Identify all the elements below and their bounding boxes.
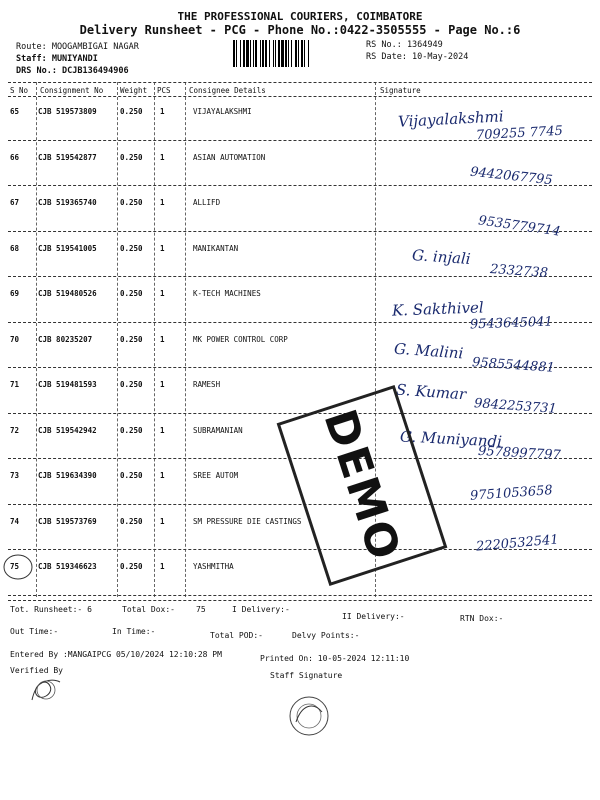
ii-delivery: II Delivery:- [342, 612, 405, 621]
row-sno: 68 [10, 243, 20, 253]
row-sno: 74 [10, 516, 20, 526]
row-sno: 75 [10, 562, 20, 571]
row-weight: 0.250 [120, 198, 143, 207]
row-consignee: MK POWER CONTROL CORP [193, 334, 288, 344]
signature-name: K. Sakthivel [391, 298, 484, 320]
row-consignment: CJB 519346623 [38, 562, 97, 571]
row-consignment: CJB 519573769 [38, 516, 97, 526]
row-sno: 72 [10, 425, 20, 435]
row-sno: 65 [10, 107, 20, 116]
signature-name: S. Kumar [395, 380, 467, 404]
demo-stamp: DEMO [277, 385, 448, 586]
col-pcs: PCS [157, 86, 171, 95]
signature-phone: 9585544881 [471, 355, 556, 376]
col-consignment: Consignment No [40, 86, 104, 95]
row-consignee: RAMESH [193, 380, 221, 389]
entered-by: Entered By :MANGAIPCG 05/10/2024 12:10:28 PM [10, 650, 222, 659]
row-weight: 0.250 [120, 516, 143, 526]
row-consignee: ASIAN AUTOMATION [193, 152, 266, 162]
signature-phone: 9535779714 [477, 213, 562, 240]
signature-name: G. Malini [393, 339, 464, 363]
row-pcs: 1 [160, 516, 165, 526]
row-consignee: ALLIFD [193, 198, 221, 207]
row-pcs: 1 [160, 198, 165, 207]
row-consignment: CJB 519541005 [38, 243, 97, 253]
signature-phone: 709255 7745 [475, 123, 564, 144]
row-sno: 69 [10, 289, 20, 298]
row-pcs: 1 [160, 107, 165, 116]
signature-phone: 9842253731 [473, 396, 558, 417]
row-weight: 0.250 [120, 380, 143, 389]
signature-phone: 2220532541 [475, 532, 560, 555]
signature-phone: 2332738 [489, 261, 549, 282]
row-divider [8, 504, 592, 505]
company-title: THE PROFESSIONAL COURIERS, COIMBATORE [177, 10, 423, 23]
row-sno: 73 [10, 471, 20, 480]
verifier-signature-icon [26, 672, 66, 708]
rtn-dox: RTN Dox:- [460, 614, 504, 623]
printed-on: Printed On: 10-05-2024 12:11:10 [260, 654, 410, 663]
route-label: Route: MOOGAMBIGAI NAGAR [16, 42, 139, 52]
row-divider [8, 185, 592, 186]
seal-stamp-icon [284, 692, 334, 740]
col-sno: S No [10, 86, 29, 95]
row-pcs: 1 [160, 471, 165, 480]
row-sno: 66 [10, 152, 20, 162]
row-sno: 70 [10, 334, 20, 344]
row-weight: 0.250 [120, 152, 143, 162]
rs-date: RS Date: 10-May-2024 [366, 52, 469, 62]
circle-mark-icon [2, 552, 36, 582]
row-weight: 0.250 [120, 471, 143, 480]
row-consignment: CJB 519365740 [38, 198, 97, 207]
row-weight: 0.250 [120, 425, 143, 435]
signature-phone: 9543645041 [469, 314, 553, 333]
row-pcs: 1 [160, 152, 165, 162]
row-consignment: CJB 519634390 [38, 471, 97, 480]
in-time: In Time:- [112, 627, 156, 636]
col-weight: Weight [120, 86, 148, 95]
row-consignment: CJB 519542877 [38, 152, 97, 162]
total-pod: Total POD:- [210, 631, 263, 640]
rs-number: RS No.: 1364949 [366, 40, 443, 50]
signature-name: G. Muniyandi [399, 427, 503, 451]
staff-signature-label: Staff Signature [270, 671, 343, 680]
out-time: Out Time:- [10, 627, 59, 636]
row-consignee: K-TECH MACHINES [193, 289, 261, 298]
row-weight: 0.250 [120, 562, 143, 571]
row-consignee: MANIKANTAN [193, 243, 239, 253]
row-consignee: VIJAYALAKSHMI [193, 107, 252, 116]
tot-runsheet: Tot. Runsheet:- 6 [10, 605, 92, 614]
row-consignee: SM PRESSURE DIE CASTINGS [193, 516, 302, 526]
row-consignee: YASHMITHA [193, 562, 234, 571]
row-consignee: SREE AUTOM [193, 471, 239, 480]
row-pcs: 1 [160, 334, 165, 344]
row-weight: 0.250 [120, 289, 143, 298]
drs-number: DRS No.: DCJB136494906 [16, 66, 129, 76]
row-consignment: CJB 519480526 [38, 289, 97, 298]
verified-by: Verified By [10, 666, 63, 675]
row-sno: 67 [10, 198, 20, 207]
signature-name: G. injali [411, 245, 472, 269]
row-weight: 0.250 [120, 107, 143, 116]
i-delivery: I Delivery:- [232, 605, 290, 614]
row-consignment: CJB 80235207 [38, 334, 93, 344]
signature-phone: 9578997797 [477, 443, 562, 464]
col-signature: Signature [380, 86, 421, 95]
row-pcs: 1 [160, 289, 165, 298]
signature-phone: 9751053658 [469, 483, 554, 504]
row-pcs: 1 [160, 425, 165, 435]
signature-phone: 9442067795 [469, 164, 554, 189]
row-consignment: CJB 519573809 [38, 107, 97, 116]
row-consignment: CJB 519481593 [38, 380, 97, 389]
staff-label: Staff: MUNIYANDI [16, 54, 98, 64]
row-divider [8, 595, 592, 596]
delvy-points: Delvy Points:- [292, 631, 360, 640]
signature-name: Vijayalakshmi [397, 107, 504, 131]
row-weight: 0.250 [120, 243, 143, 253]
row-consignment: CJB 519542942 [38, 425, 97, 435]
runsheet-subtitle: Delivery Runsheet - PCG - Phone No.:0422-3505555 - Page No.:6 [79, 23, 521, 37]
row-pcs: 1 [160, 562, 165, 571]
barcode [232, 40, 360, 67]
row-pcs: 1 [160, 380, 165, 389]
col-consignee: Consignee Details [189, 86, 266, 95]
total-dox-label: Total Dox:- [122, 605, 175, 614]
row-consignee: SUBRAMANIAN [193, 425, 243, 435]
total-dox-value: 75 [196, 605, 206, 614]
row-pcs: 1 [160, 243, 165, 253]
row-sno: 71 [10, 380, 20, 389]
row-weight: 0.250 [120, 334, 143, 344]
